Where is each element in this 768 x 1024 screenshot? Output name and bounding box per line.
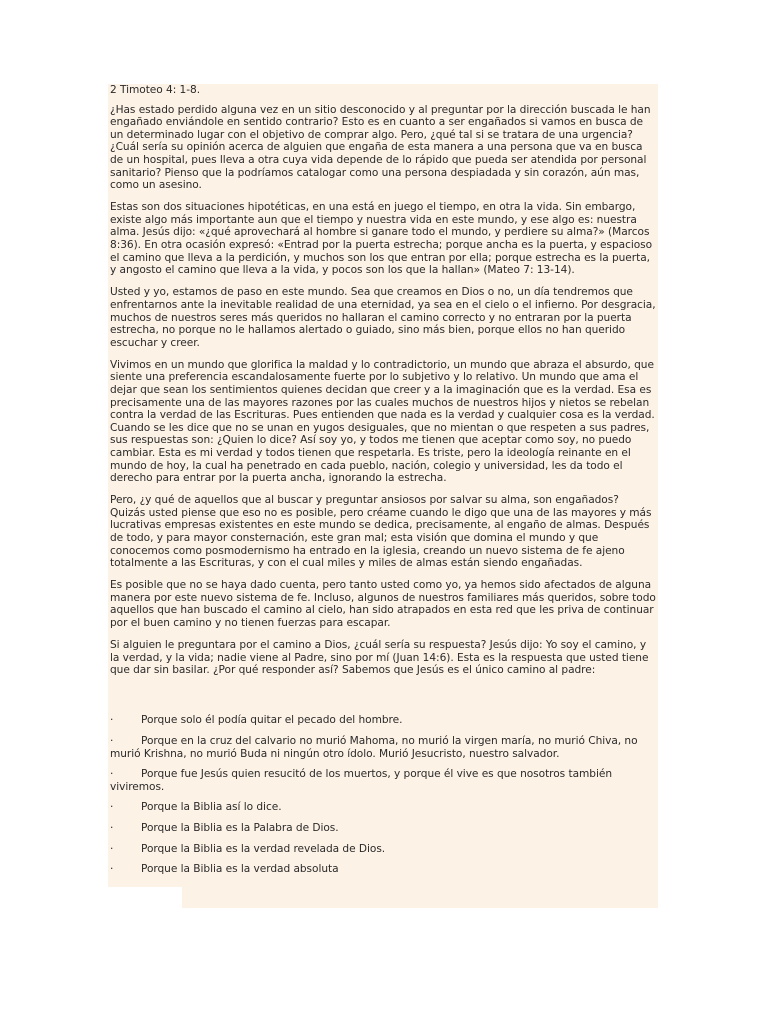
bullet-item xyxy=(110,714,656,727)
paragraph-3: Usted y yo, estamos de paso en este mundo. Sea que creamos en Dios o no, un día tendremos que enfrentarnos ante la inevitable realidad de una eternidad, ya sea en el cielo o el infierno. Por desgracia, muchos de nuestros seres más queridos no hallaran el camino correcto y no entraran por la puerta estrecha, no porque no le hallamos alertado o guiado, sino más bien, porque ellos no han querido escuchar y creer. xyxy=(110,286,656,349)
bullet-text: Porque la Biblia es la Palabra de Dios. xyxy=(141,822,339,834)
document-body xyxy=(110,84,656,884)
paragraph-6: Es posible que no se haya dado cuenta, pero tanto usted como yo, ya hemos sido afectados de alguna manera por este nuevo sistema de fe. Incluso, algunos de nuestros familiares más queridos, sobre todo aquellos que han buscado el camino al cielo, han sido atrapados en esta red que les priva de continuar por el buen camino y no tienen fuerzas para escapar. xyxy=(110,579,656,630)
scripture-reference: 2 Timoteo 4: 1-8. xyxy=(110,84,201,96)
bullet-item xyxy=(110,822,656,835)
paragraph-7: Si alguien le preguntara por el camino a Dios, ¿cuál sería su respuesta? Jesús dijo: Yo soy el camino, y la verdad, y la vida; nadie viene al Padre, sino por mí (Juan 14:6). Esta es la respuesta que usted tiene que dar sin basilar. ¿Por qué responder así? Sabemos que Jesús es el único camino al padre: xyxy=(110,639,649,677)
bullet-marker: · xyxy=(110,714,114,727)
bullet-marker: · xyxy=(110,801,114,814)
bullet-text: Porque la Biblia es la verdad absoluta xyxy=(141,863,339,876)
bullet-marker: · xyxy=(110,842,114,855)
document-page-tail xyxy=(182,887,658,908)
bullet-text: Porque la Biblia así lo dice. xyxy=(141,801,282,814)
bullet-marker: · xyxy=(110,822,114,834)
bullet-marker: · xyxy=(110,863,114,876)
bullet-item xyxy=(110,863,656,876)
bullet-text: Porque fue Jesús quien resucitó de los muertos, y porque él vive es que nosotros también viviremos. xyxy=(110,768,612,793)
bullet-item xyxy=(110,843,656,856)
spacer xyxy=(110,686,656,714)
bullet-text: Porque la Biblia es la verdad revelada de Dios. xyxy=(141,842,386,855)
paragraph-5: Pero, ¿y qué de aquellos que al buscar y preguntar ansiosos por salvar su alma, son engañados? Quizás usted piense que eso no es posible, pero créame cuando le digo que una de las mayores y más lucrativas empresas existentes en este mundo se dedica, precisamente, al engaño de almas. Después de todo, y para mayor consternación, este gran mal; esta visión que domina el mundo y que conocemos como posmodernismo ha entrado en la iglesia, creando un nuevo sistema de fe ajeno totalmente a las Escrituras, y con el cual miles y miles de almas están siendo engañadas. xyxy=(110,494,652,570)
bullet-text: Porque solo él podía quitar el pecado del hombre. xyxy=(141,714,403,727)
paragraph-4: Vivimos en un mundo que glorifica la maldad y lo contradictorio, un mundo que abraza el absurdo, que siente una preferencia escandalosamente fuerte por lo subjetivo y lo relativo. Un mundo que ama el dejar que sean los sentimientos quienes decidan que creer y a la imaginación que es la verdad. Esa es precisamente una de las mayores razones por las cuales muchos de nuestros hijos y nietos se rebelan contra la verdad de las Escrituras. Pues entienden que nada es la verdad y cualquier cosa es la verdad. Cuando se les dice que no se unan en yugos desiguales, que no mientan o que respeten a sus padres, sus respuestas son: ¿Quien lo dice? Así soy yo, y todos me tienen que aceptar como soy, no puedo cambiar. Esta es mi verdad y todos tienen que respetarla. Es triste, pero la ideología reinante en el mundo de hoy, la cual ha penetrado en cada pueblo, nación, colegio y universidad, les da todo el derecho para entrar por la puerta ancha, ignorando la estrecha. xyxy=(110,358,655,485)
bullet-text: Porque en la cruz del calvario no murió Mahoma, no murió la virgen maría, no murió Chiva, no murió Krishna, no murió Buda ni ningún otro ídolo. Murió Jesucristo, nuestro salvador. xyxy=(110,735,638,760)
bullet-item xyxy=(110,768,656,793)
bullet-marker: · xyxy=(110,768,114,781)
bullet-marker: · xyxy=(110,735,114,748)
paragraph-1: ¿Has estado perdido alguna vez en un sitio desconocido y al preguntar por la dirección buscada le han engañado enviándole en sentido contrario? Esto es en cuanto a ser engañados si vamos en busca de un determinado lugar con el objetivo de comprar algo. Pero, ¿qué tal si se tratara de una urgencia? ¿Cuál sería su opinión acerca de alguien que engaña de esta manera a una persona que va en busca de un hospital, pues lleva a otra cuya vida depende de lo rápido que pueda ser atendida por personal sanitario? Pienso que la podríamos catalogar como una persona despiadada y sin corazón, aún mas, como un asesino. xyxy=(110,103,651,192)
bullet-item xyxy=(110,801,656,814)
bullet-item xyxy=(110,735,656,760)
paragraph-2: Estas son dos situaciones hipotéticas, en una está en juego el tiempo, en otra la vida. Sin embargo, existe algo más importante aun que el tiempo y nuestra vida en este mundo, y ese algo es: nuestra alma. Jesús dijo: «¿qué aprovechará al hombre si ganare todo el mundo, y perdiere su alma?» (Marcos 8:36). En otra ocasión expresó: «Entrad por la puerta estrecha; porque ancha es la puerta, y espacioso el camino que lleva a la perdición, y muchos son los que entran por ella; porque estrecha es la puerta, y angosto el camino que lleva a la vida, y pocos son los que la hallan» (Mateo 7: 13-14). xyxy=(110,201,653,277)
